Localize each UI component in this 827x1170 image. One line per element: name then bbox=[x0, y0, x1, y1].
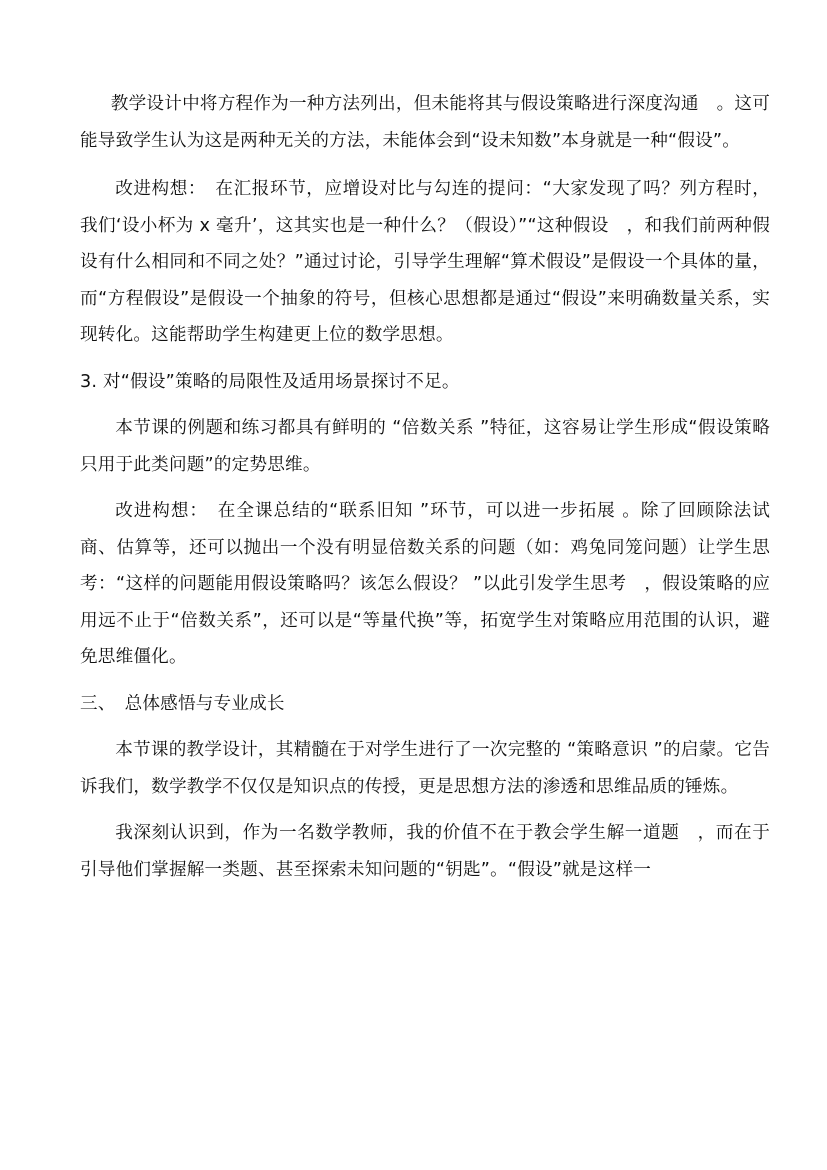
paragraph-essence: 本节课的教学设计，其精髓在于对学生进行了一次完整的 “策略意识 ”的启蒙。它告诉我们，数学教学不仅仅是知识点的传授，更是思想方法的渗透和思维品质的锤炼。 bbox=[80, 740, 770, 797]
section-heading-3: 3. 对“假设”策略的局限性及适用场景探讨不足。 bbox=[80, 371, 460, 392]
paragraph-improvement-2: 改进构想： 在全课总结的“联系旧知 ”环节，可以进一步拓展 。除了回顾除法试商、估算等，还可以抛出一个没有明显倍数关系的问题（如：鸡兔同笼问题）让学生思考：“这样的问题能用假设策略吗？该怎么假设？ ”以此引发学生思考 ，假设策略的应用远不止于“倍数关系”，还可以是“等量代换”等，拓宽学生对策略应用范围的认识，避免思维僵化。 bbox=[80, 501, 770, 667]
paragraph-limitation: 本节课的例题和练习都具有鲜明的 “倍数关系 ”特征，这容易让学生形成“假设策略只用于此类问题”的定势思维。 bbox=[80, 418, 770, 475]
section-heading-overall: 三、 总体感悟与专业成长 bbox=[80, 693, 285, 714]
document-page bbox=[80, 86, 770, 888]
paragraph-improvement-1: 改进构想： 在汇报环节，应增设对比与勾连的提问：“大家发现了吗？列方程时，我们‘设小杯为 x 毫升’，这其实也是一种什么？（假设）”“这种假设 ，和我们前两种假设有什么相同和不同之处？”通过讨论，引导学生理解“算术假设”是假设一个具体的量，而“方程假设”是假设一个抽象的符号，但核心思想都是通过“假设”来明确数量关系，实现转化。这能帮助学生构建更上位的数学思想。 bbox=[80, 179, 770, 345]
paragraph-equation-note: 教学设计中将方程作为一种方法列出，但未能将其与假设策略进行深度沟通 。这可能导致学生认为这是两种无关的方法，未能体会到“设未知数”本身就是一种“假设”。 bbox=[80, 94, 770, 151]
paragraph-reflection: 我深刻认识到，作为一名数学教师，我的价值不在于教会学生解一道题 ，而在于引导他们掌握解一类题、甚至探索未知问题的“钥匙”。“假设”就是这样一 bbox=[80, 823, 770, 880]
